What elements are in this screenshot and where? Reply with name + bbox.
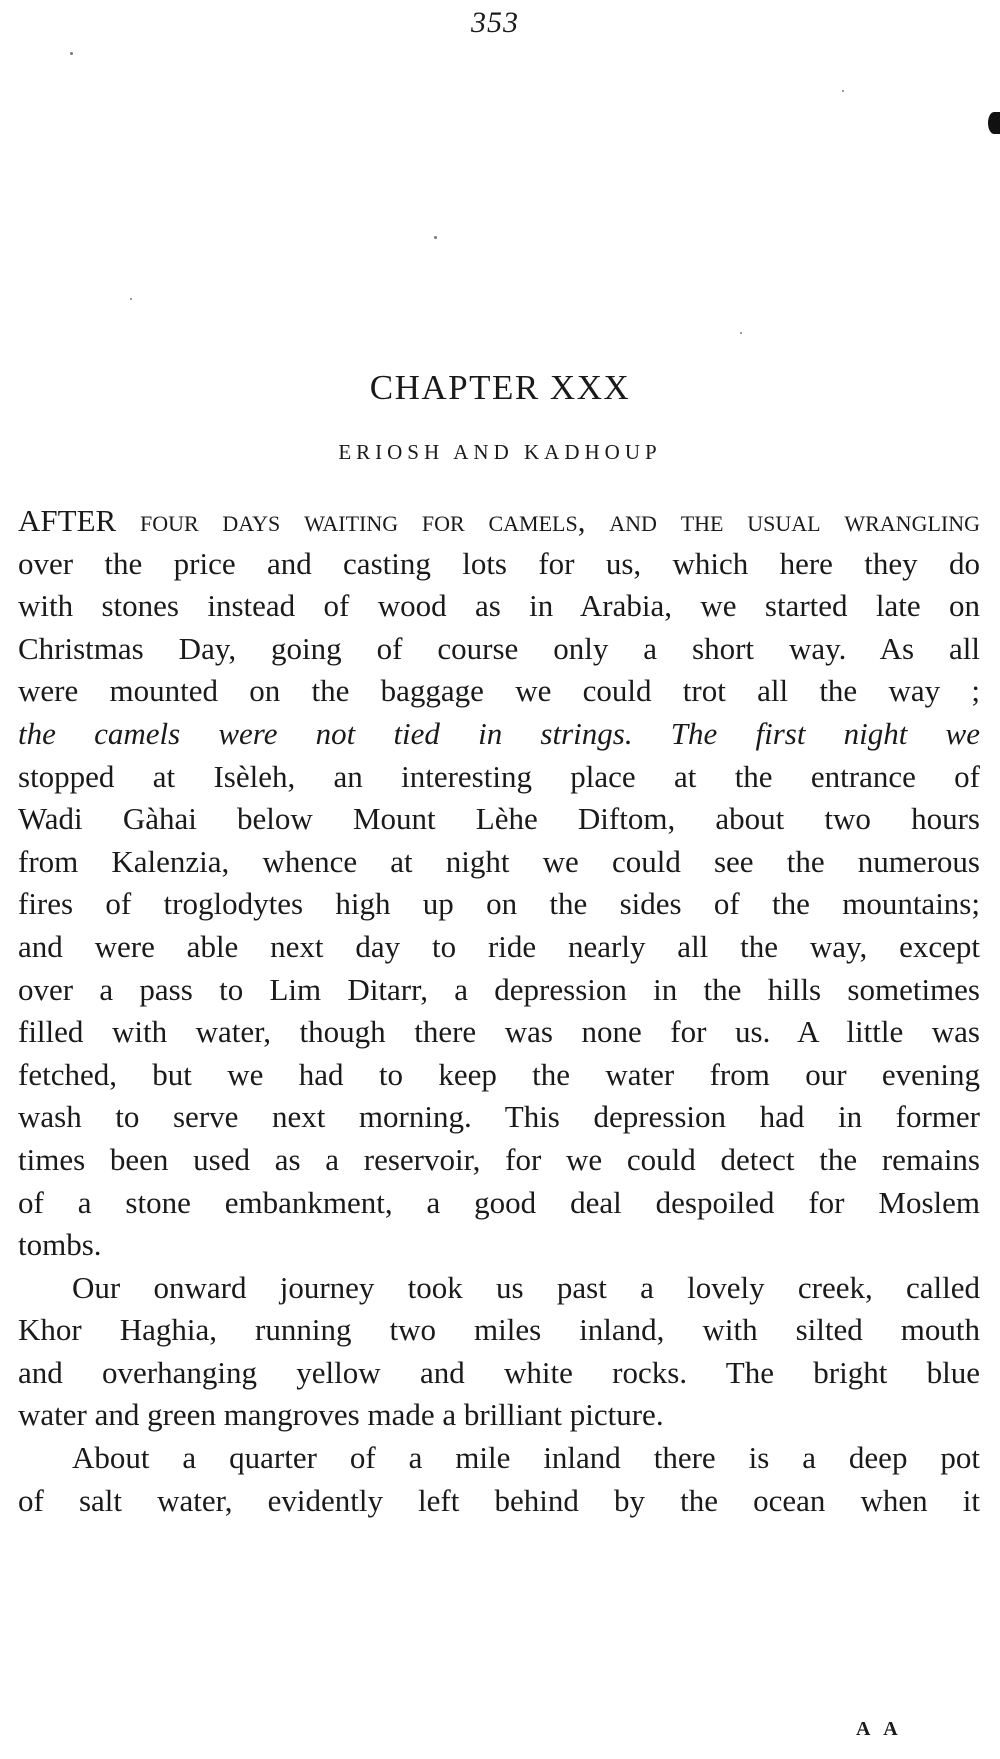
text-line-content: AFTER four days waiting for camels, and the usual wrangling <box>18 503 980 538</box>
body-text <box>18 500 980 1522</box>
text-line: stopped at Isèleh, an interesting place at the entrance of <box>18 758 980 794</box>
text-line: fires of troglodytes high up on the sides of the mountains; <box>18 886 980 922</box>
paragraph-3 <box>18 1437 980 1522</box>
text-line: and were able next day to ride nearly all the way, except <box>18 928 980 964</box>
text-line: water and green mangroves made a brilliant picture. <box>18 1397 664 1433</box>
paper-speck <box>434 236 437 239</box>
paper-speck <box>130 298 132 300</box>
paragraph-2 <box>18 1267 980 1437</box>
text-line: fetched, but we had to keep the water from our evening <box>18 1056 980 1092</box>
paragraph-1 <box>18 500 980 1267</box>
text-line <box>18 500 980 543</box>
paper-speck <box>70 52 73 55</box>
text-line: Christmas Day, going of course only a short way. As all <box>18 630 980 666</box>
chapter-subtitle: ERIOSH AND KADHOUP <box>338 440 662 464</box>
text-line: of salt water, evidently left behind by the ocean when it <box>18 1482 980 1518</box>
text-line: with stones instead of wood as in Arabia, we started late on <box>18 588 980 624</box>
text-line: and overhanging yellow and white rocks. The bright blue <box>18 1354 980 1390</box>
text-line: over a pass to Lim Ditarr, a depression in the hills sometimes <box>18 971 980 1007</box>
text-line: filled with water, though there was none for us. A little was <box>18 1014 980 1050</box>
text-line: from Kalenzia, whence at night we could see the numerous <box>18 843 980 879</box>
text-line: were mounted on the baggage we could trot all the way ; <box>18 673 980 709</box>
text-line: Our onward journey took us past a lovely creek, called <box>72 1269 980 1305</box>
text-line: of a stone embankment, a good deal despoiled for Moslem <box>18 1184 980 1220</box>
paper-speck <box>842 90 844 92</box>
text-line: times been used as a reservoir, for we could detect the remains <box>18 1141 980 1177</box>
signature-mark: A A <box>856 1718 903 1740</box>
text-line: Wadi Gàhai below Mount Lèhe Diftom, about two hours <box>18 801 980 837</box>
text-line: the camels were not tied in strings. The first night we <box>18 715 980 751</box>
page-number: 353 <box>471 6 519 39</box>
text-line: wash to serve next morning. This depression had in former <box>18 1099 980 1135</box>
text-line: over the price and casting lots for us, which here they do <box>18 545 980 581</box>
text-line: Khor Haghia, running two miles inland, with silted mouth <box>18 1312 980 1348</box>
chapter-title: CHAPTER XXX <box>369 368 631 407</box>
page-edge-mark <box>988 112 1000 134</box>
text-line: About a quarter of a mile inland there is a deep pot <box>72 1440 980 1476</box>
text-line: tombs. <box>18 1227 102 1263</box>
paper-speck <box>740 332 742 334</box>
